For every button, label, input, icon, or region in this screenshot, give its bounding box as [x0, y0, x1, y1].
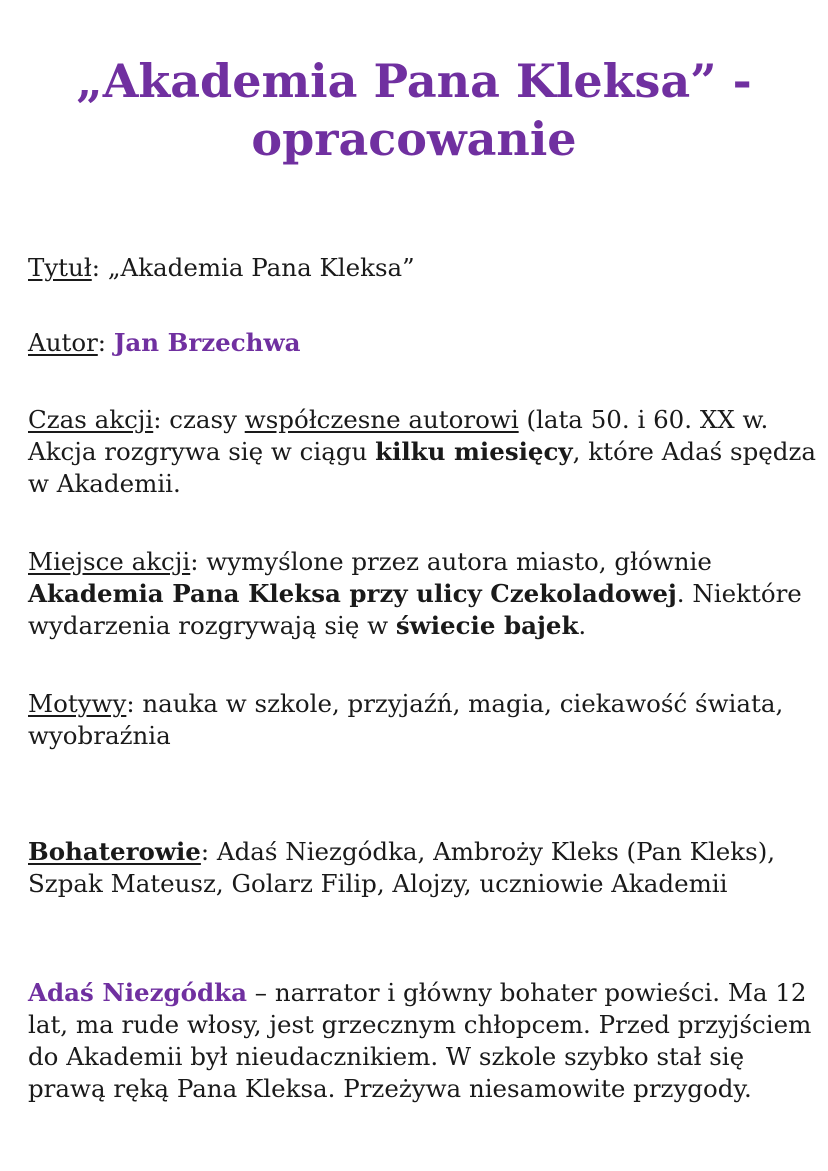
place-bold-2: świecie bajek	[395, 611, 579, 640]
label-motifs: Motywy	[28, 689, 127, 718]
label-heroes: Bohaterowie	[28, 837, 201, 866]
value-author: Jan Brzechwa	[113, 328, 301, 357]
place-text-1: : wymyślone przez autora miasto, głównie	[190, 547, 712, 576]
adas-text: – narrator i główny bohater powieści. Ma 12 lat, ma rude włosy, jest grzecznym chłopcem. Przed przyjściem do Akademii był nieudacznikiem. W szkole szybko stał się prawą ręką Pana Kleksa. Przeżywa niesamowite przygody.	[28, 978, 812, 1103]
title-line-2: opracowanie	[251, 112, 577, 166]
label-place: Miejsce akcji	[28, 547, 191, 576]
label-time: Czas akcji	[28, 405, 154, 434]
heroes-text: : Adaś Niezgódka, Ambroży Kleks (Pan Kleks), Szpak Mateusz, Golarz Filip, Alojzy, uczniowie Akademii	[28, 837, 776, 898]
time-text-2: (lata 50. i 60. XX w. Akcja rozgrywa się w ciągu	[28, 405, 769, 466]
page-title	[0, 52, 828, 168]
paragraph-author	[28, 327, 818, 359]
sep-author: :	[97, 328, 114, 357]
place-text-2: . Niektóre wydarzenia rozgrywają się w	[28, 579, 802, 640]
time-text-3: , które Adaś spędza w Akademii.	[28, 437, 816, 498]
paragraph-motifs	[28, 688, 818, 752]
motifs-text: : nauka w szkole, przyjaźń, magia, ciekawość świata, wyobraźnia	[28, 689, 784, 750]
title-line-1: „Akademia Pana Kleksa” -	[76, 54, 752, 108]
sep-title: :	[91, 253, 108, 282]
place-bold-1: Akademia Pana Kleksa przy ulicy Czekoladowej	[28, 579, 677, 608]
label-author: Autor	[28, 328, 98, 357]
paragraph-title	[28, 252, 818, 284]
time-bold: kilku miesięcy	[375, 437, 573, 466]
adas-name: Adaś Niezgódka	[28, 978, 247, 1007]
paragraph-adas	[28, 977, 818, 1105]
paragraph-heroes	[28, 836, 818, 900]
place-text-3: .	[578, 611, 587, 640]
paragraph-time	[28, 404, 818, 500]
label-title: Tytuł	[28, 253, 92, 282]
value-title: „Akademia Pana Kleksa”	[107, 253, 415, 282]
time-text-1: : czasy	[153, 405, 245, 434]
time-underlined: współczesne autorowi	[244, 405, 519, 434]
paragraph-place	[28, 546, 818, 642]
